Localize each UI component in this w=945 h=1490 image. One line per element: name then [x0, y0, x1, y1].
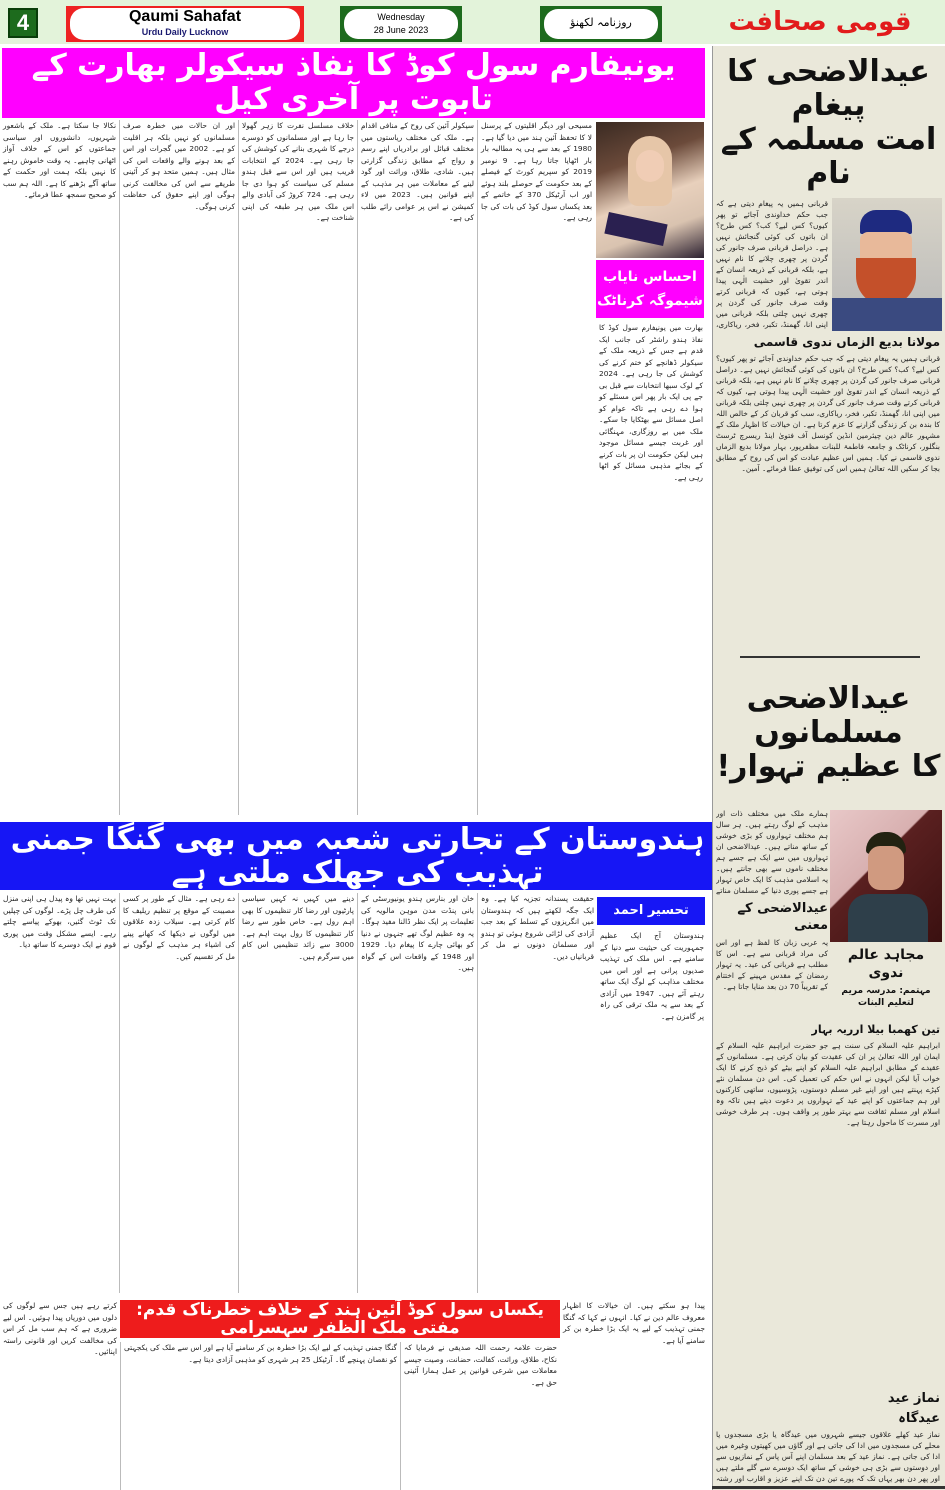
right-headline2-line2: کا عظیم تہوار! [716, 749, 941, 784]
article1-column: نکالا جا سکتا ہے۔ ملک کے باشعور شہریوں، دانشوروں اور سیاسی جماعتوں کو اس کے خلاف آواز اٹھانی چاہیے۔ یہ وقت خاموش رہنے کا نہیں بلکہ ہمت اور حکمت کے ساتھ آگے بڑھنے کا ہے۔ اللہ ہم سب کو صحیح سمجھ عطا فرمائے۔ [3, 121, 116, 199]
right-text2: ہمارے ملک میں مختلف ذات اور مذہب کے لوگ رہتے ہیں۔ ہر سال ہم مختلف تہواروں کو بڑی خوشی کے ساتھ مناتے ہیں۔ عیدالاضحی ان تہواروں میں سے ایک ہے جسے ہم مختلف ناموں سے بھی جانتے ہیں۔ یہ اسلامی مذہب کا ایک خاص تہوار ہے جسے پوری دنیا کے مسلمان مناتے [716, 809, 828, 895]
article1-headline: یونیفارم سول کوڈ کا نفاذ سیکولر بھارت کے تابوت پر آخری کیل [31, 48, 676, 117]
right-text4: ابراہیم علیہ السلام کی سنت ہے جو حضرت ابراہیم علیہ السلام کے ایمان اور اللہ تعالیٰ پر ان کی عقیدت کو بیان کرتی ہے۔ مسلمانوں کے عقیدے کے مطابق ابراہیم علیہ السلام کو اپنے بیٹے کو ذبح کرنے کا ایک خواب آیا لیکن انہوں نے اس حکم کی تعمیل کی۔ اس دن مسلمان نئے کپڑے پہنتے ہیں اور اپنے غیر مسلم دوستوں، پڑوسیوں، ساتھی کارکنوں اور ہم جماعتوں کو اپنے عید کے تہواروں پر دعوت دیتے ہیں تاکہ وہ اسلام اور مسلم ثقافت سے بہتر طور پر واقف ہوں۔ ہر طرف خوشی اور مسرت کا ماحول رہتا ہے۔ [716, 1041, 940, 1127]
article3-headline: یکساں سول کوڈ آئین ہند کے خلاف خطرناک قدم: مفتی ملک الظفر سہسرامی [136, 1300, 544, 1338]
author-place: شیموگہ کرناٹک [597, 293, 703, 309]
author2-block [832, 946, 940, 1020]
weekday: Wednesday [377, 12, 425, 22]
article2-column: خان اور بنارس ہندو یونیورسٹی کے بانی پنڈت مدن موہن مالویہ کی تعلیمات پر ایک نظر ڈالنا مفید ہوگا۔ یہ وہ عظیم لوگ تھے جنہوں نے دنیا کو بھائی چارے کا پیغام دیا۔ 1929 اور 1948 کے واقعات اس کے گواہ ہیں۔ [357, 893, 477, 1293]
article1-column: مسیحی اور دیگر اقلیتوں کے پرسنل لا کا تحفظ آئین ہند میں دیا گیا ہے۔ 1980 کے بعد سے ہی یہ مطالبہ بار بار اٹھایا جاتا رہا ہے۔ 9 نومبر 2019 کو سپریم کورٹ کے فیصلے کے بعد حکومت کے حوصلے بلند ہوئے اور اب آرٹیکل 370 کے خاتمے کے بعد یکساں سول کوڈ کی بات کی جا رہی ہے۔ [477, 120, 595, 815]
author2-title: مہتمم: مدرسہ مریم لتعلیم البنات [841, 986, 931, 1008]
urdu-logo-box [540, 6, 662, 42]
author-photo-maulana [832, 198, 942, 331]
article1-headline-box [2, 48, 705, 118]
masthead-subtitle: Urdu Daily Lucknow [141, 27, 229, 37]
article3-column: حضرت علامہ رحمت اللہ صدیقی نے فرمایا کہ نکاح، طلاق، وراثت، کفالت، حضانت، وصیت جیسے معاملات میں شرعی قوانین پر عمل ہمارا آئینی حق ہے۔ [400, 1342, 560, 1490]
article1-column: سیکولر آئین کی روح کے منافی اقدام ہے۔ ملک کی مختلف ریاستوں میں مختلف قبائل اور برادریاں اپنے رسم و رواج کے مطابق زندگی گزارتی ہیں۔ شادی، طلاق، وراثت اور گود لینے کے معاملات میں ہر مذہب کے اپنے قوانین ہیں۔ 2023 میں لاء کمیشن نے اس پر عوامی رائے طلب کی ہے۔ [357, 120, 477, 815]
article2-headline: ہندوستان کے تجارتی شعبہ میں بھی گنگا جمنی تہذیب کی جھلک ملتی ہے [10, 822, 705, 890]
article2-column: ہندوستان آج ایک عظیم جمہوریت کی حیثیت سے دنیا کے سامنے ہے۔ اس ملک کی تہذیب صدیوں پرانی ہے اور اس میں مختلف مذاہب کے لوگ ایک ساتھ رہتے آئے ہیں۔ 1947 میں آزادی کے بعد سے یہ ملک ترقی کی راہ پر گامزن ہے۔ [600, 931, 705, 1021]
right-text3: یہ عربی زبان کا لفظ ہے اور اس کی مراد قربانی سے ہے۔ اس کا مطلب ہے قربانی کی عید۔ یہ تہوار رمضان کے مقدس مہینے کے اختتام کے تقریباً 70 دن بعد منایا جاتا ہے۔ [716, 938, 828, 991]
right-headline2 [714, 662, 943, 804]
author1-name: مولانا بدیع الزماں ندوی قاسمی [753, 335, 940, 349]
author-photo-young-man [830, 810, 942, 942]
right-headline1 [714, 50, 943, 196]
article1-author-box [596, 260, 704, 318]
article3-column: پیدا ہو سکتے ہیں۔ ان خیالات کا اظہار معروف عالم دین نے کیا۔ انہوں نے کہا کہ گنگا جمنی تہذیب کے لیے یہ ایک بڑا خطرہ بن کر سامنے آیا ہے۔ [563, 1301, 705, 1345]
right-text1-cont: قربانی ہمیں یہ پیغام دیتی ہے کہ جب حکم خداوندی آجائے تو پھر کیوں؟ کس لیے؟ کب؟ کس طرح؟ ان باتوں کی کوئی گنجائش نہیں ہے۔ دراصل قربانی صرف جانور کی گردن پر چھری چلانے کا نام نہیں ہے، بلکہ قربانی کے ذریعہ انسان کے اندر تقویٰ اور خشیت الٰہی پیدا ہوتی ہے، کیوں کہ قربانی کرتے وقت صرف جانور کی گردن پر چھری نہیں چلتی بلکہ قربانی میں اپنی انا، گھمنڈ، تکبر، فخر، ریاکاری، سب کو قربان کر کے خالص اللہ کا بندہ بن کر زندگی گزارنے کا عزم کرتا ہے۔ ان خیالات کا اظہار ملک کے مشہور عالم دین چیئرمین انڈین کونسل آف فتویٰ اینڈ ریسرچ ٹرسٹ بنگلور، کرناٹک و جامعہ فاطمۃ للبنات مظفرپور، بہار مولانا بدیع الزماں ندوی قاسمی نے کیا۔ ہمیں اس عظیم عبادت کو اس کی روح کے مطابق بجا کر سکیں اللہ تعالیٰ ہمیں اس کی توفیق عطا فرمائے۔ آمین۔ [716, 354, 940, 473]
right-text5: نماز عید کھلے علاقوں جیسے شہروں میں عیدگاہ یا بڑی مسجدوں یا محلے کی مسجدوں میں ادا کی جاتی ہے اور گاؤں میں کھیتوں وغیرہ میں ادا کی جاتی ہے۔ نماز عید کے بعد مسلمان اپنے آس پاس کے نمازیوں سے اور دوستوں سے بڑی ہی خوشی کے ساتھ ایک دوسرے سے گلے ملتے ہیں اور پھر دن بھر یہاں تک کہ پورے تین دن تک اپنے عزیز و اقارب اور رشتہ [716, 1430, 940, 1483]
article2-headline-box [0, 822, 715, 890]
article2-column: دینے میں کہیں نہ کہیں سیاسی پارٹیوں اور رضا کار تنظیموں کا بھی اہم رول ہے۔ خاص طور سے رضا کار تنظیموں کا رول بہت اہم ہے۔ 3000 سے زائد تنظیمیں اس کام میں سرگرم ہیں۔ [238, 893, 357, 1293]
right-text1: قربانی ہمیں یہ پیغام دیتی ہے کہ جب حکم خداوندی آجائے تو پھر کیوں؟ کس لیے؟ کب؟ کس طرح؟ ان باتوں کی کوئی گنجائش نہیں ہے۔ دراصل قربانی صرف جانور کی گردن پر چھری چلانے کا نام نہیں ہے، بلکہ قربانی کے ذریعہ انسان کے اندر تقویٰ اور خشیت الٰہی پیدا ہوتی ہے، کیوں کہ قربانی کرتے وقت صرف جانور کی گردن پر چھری نہیں چلتی بلکہ قربانی میں اپنی انا، گھمنڈ، تکبر، فخر، ریاکاری، [716, 199, 828, 329]
masthead [66, 6, 304, 42]
right-headline1-line2: امت مسلمہ کے نام [720, 122, 937, 191]
article3-column: گنگا جمنی تہذیب کے لیے ایک بڑا خطرہ بن کر سامنے آیا ہے اور اس سے ملک کی یکجہتی کو نقصان پہنچے گا۔ آرٹیکل 25 ہر شہری کو مذہبی آزادی دیتا ہے۔ [120, 1342, 400, 1490]
author2-place: تین کھمبا بیلا ارریہ بہار [811, 1023, 940, 1036]
author-photo-woman [596, 122, 704, 258]
article2-column: بہت نہیں تھا وہ پیدل ہی اپنی منزل کی طرف چل پڑے۔ لوگوں کی چپلیں تک ٹوٹ گئیں، بھوکے پیاسے چلتے رہے۔ ایسے مشکل وقت میں پوری قوم نے ایک دوسرے کا ساتھ دیا۔ [3, 894, 116, 949]
article2-column: حقیقت پسندانہ تجزیہ کیا ہے۔ وہ ایک جگہ لکھتے ہیں کہ ہندوستان میں انگریزوں کے تسلط کے بعد جب آزادی کی لڑائی شروع ہوئی تو ہندو اور مسلمان دونوں نے مل کر قربانیاں دیں۔ [477, 893, 597, 1293]
article1-column: خلاف مسلسل نفرت کا زہر گھولا جا رہا ہے اور مسلمانوں کو دوسرے درجے کا شہری بنانے کی کوشش کی جا رہی ہے۔ 2024 کے انتخابات قریب ہیں اور اس سے قبل ہندو مسلم کی سیاست کو ہوا دی جا رہی ہے۔ 724 کروڑ کی آبادی والے اس ملک میں ہر طبقہ کی اپنی شناخت ہے۔ [238, 120, 357, 815]
masthead-title: Qaumi Sahafat [128, 8, 242, 25]
right-article2-intro [716, 808, 828, 1020]
brand-urdu: قومی صحافت [728, 7, 912, 37]
article3-column: کرتے رہے ہیں جس سے لوگوں کی دلوں میں دوریاں پیدا ہوئیں۔ اس لیے ضروری ہے کہ ہم سب مل کر اس کی مخالفت کریں اور قانونی راستہ اپنائیں۔ [3, 1301, 117, 1356]
subhead-meaning: عیدالاضحی کے معنی [737, 901, 828, 933]
article2-author: تحسیر احمد [597, 897, 705, 925]
right-article1-body [716, 334, 940, 652]
bottom-rule [712, 1486, 945, 1489]
date: 28 June 2023 [373, 25, 429, 35]
date-box [340, 6, 462, 42]
urdu-logo: روزنامہ لکھنؤ [544, 9, 658, 39]
author2-name: مجاہد عالم ندوی [847, 947, 925, 981]
article3-headline-box [120, 1300, 560, 1338]
author-name: احساس نایاب [603, 269, 697, 285]
article2-column: دے رہی ہے۔ مثال کے طور پر کسی مصیبت کے موقع پر تنظیم ریلیف کا کام کرتی ہے۔ سیلاب زدہ علاقوں میں لوگوں نے دیکھا کہ کھانے پینے کی اشیاء ہر مذہب کے لوگوں نے مل کر تقسیم کیں۔ [119, 893, 238, 1293]
article1-column: بھارت میں یونیفارم سول کوڈ کا نفاذ ہندو راشٹر کی جانب ایک قدم ہے جس کے ذریعہ ملک کے سیکولر ڈھانچے کو ختم کرنے کی کوشش کی جا رہی ہے۔ 2024 کے لوک سبھا انتخابات سے قبل بی جے پی ایک بار پھر اس مسئلے کو ہوا دے رہی ہے تاکہ عوام کو اصل مسائل سے بھٹکایا جا سکے۔ ملک میں بے روزگاری، مہنگائی اور غربت جیسے مسائل موجود ہیں لیکن حکومت ان پر بات کرنے کے بجائے مذہبی مسائل کو اٹھا رہی ہے۔ [599, 323, 703, 482]
divider [740, 656, 920, 658]
subhead-prayer: نماز عید [887, 1391, 940, 1406]
right-headline1-line1: عیدالاضحی کا پیغام [727, 54, 930, 123]
subhead-eidgah: عیدگاہ [898, 1411, 940, 1426]
right-headline2-line1: عیدالاضحی مسلمانوں [746, 681, 911, 750]
article1-column: اور ان حالات میں خطرہ صرف مسلمانوں کو نہیں بلکہ ہر اقلیت کو ہے۔ 2002 میں گجرات اور اس کے بعد ہونے والے واقعات اس کی مثال ہیں۔ ہمیں متحد ہو کر آئینی طریقے سے اس کی مخالفت کرنی ہوگی اور اپنے حقوق کی حفاظت کرنی ہوگی۔ [119, 120, 238, 815]
page-number: 4 [8, 8, 38, 38]
right-article2-body [716, 1022, 940, 1484]
